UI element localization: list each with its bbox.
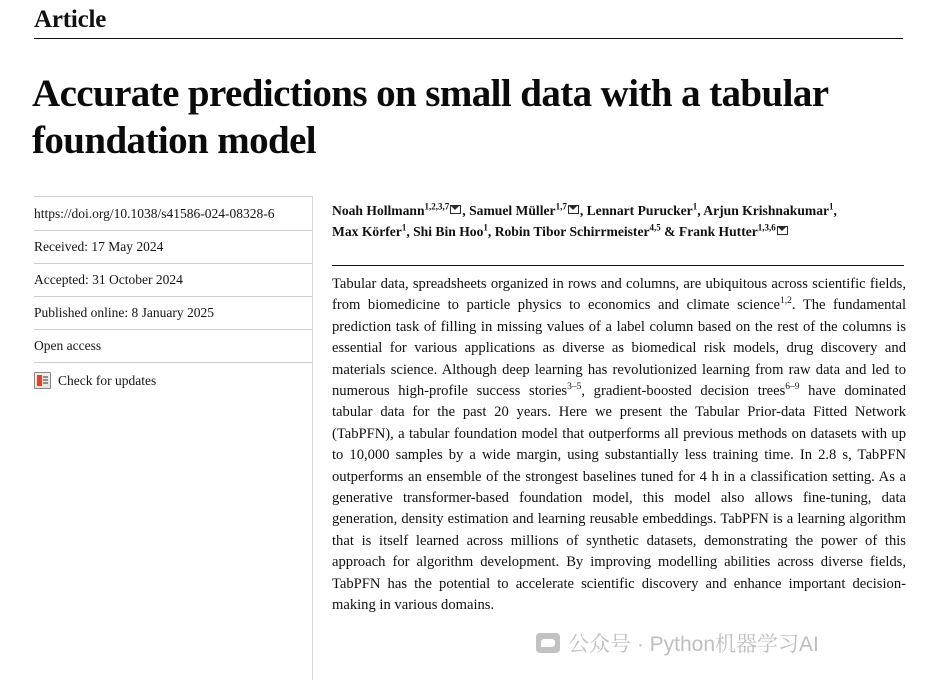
crossmark-icon (34, 372, 51, 389)
abstract-text (332, 274, 906, 617)
author-affiliation-marker: 1 (829, 201, 834, 212)
author-name: & Frank Hutter (660, 224, 758, 239)
email-icon[interactable] (777, 226, 788, 235)
author-name: , Lennart Purucker (579, 203, 693, 218)
author-name: , Arjun Krishnakumar (697, 203, 830, 218)
author-affiliation-marker: 1 (401, 222, 407, 233)
metadata-column (34, 196, 312, 389)
doi-link[interactable]: https://doi.org/10.1038/s41586-024-08328-6 (34, 206, 275, 221)
watermark (536, 628, 819, 658)
author-name: , Samuel Müller (462, 203, 556, 218)
author-affiliation-marker: 1 (483, 222, 488, 233)
header-divider (34, 38, 903, 39)
email-icon[interactable] (568, 205, 579, 214)
author-separator: , (833, 203, 837, 218)
author-name: Noah Hollmann (332, 203, 425, 218)
watermark-text: 公众号 · Python机器学习AI (568, 633, 819, 656)
author-affiliation-marker: 4,5 (649, 222, 661, 233)
author-name: Max Körfer (332, 224, 402, 239)
received-date: Received: 17 May 2024 (34, 239, 164, 254)
abstract-segment: have dominated tabular data for the past 20 years. Here we present the Tabular Prior-data Fitted Network (TabPFN), a tabular foundation model that outperforms all previous methods on datasets with up to 10,000 samples by a wide margin, using substantially less training time. In 2.8 s, TabPFN outperforms an ensemble of the strongest baselines tuned for 4 h in a classification setting. As a generative transformer-based foundation model, this model also allows fine-tuning, data generation, density estimation and learning reusable embeddings. TabPFN is a learning algorithm that is itself learned across millions of synthetic datasets, demonstrating the power of this approach for algorithm development. By improving modelling abilities across diverse fields, TabPFN has the potential to accelerate scientific discovery and enhance important decision-making in various domains. (332, 383, 906, 614)
author-name: , Robin Tibor Schirrmeister (487, 224, 650, 239)
author-name: , Shi Bin Hoo (406, 224, 484, 239)
open-access-label: Open access (34, 338, 102, 353)
abstract-segment: Tabular data, spreadsheets organized in rows and columns, are ubiquitous across scientific fields, from biomedicine to particle physics to economics and climate science (332, 276, 906, 314)
accepted-date: Accepted: 31 October 2024 (34, 272, 183, 287)
abstract-segment: , gradient-boosted decision trees (581, 383, 786, 400)
wechat-logo-icon (536, 633, 560, 653)
authors-block (332, 200, 904, 242)
article-kind-label: Article (34, 6, 107, 33)
author-affiliation-marker: 1,2,3,7 (424, 201, 450, 212)
abstract-segment: . The fundamental prediction task of filling in missing values of a label column based on the rest of the columns is essential for various applications as diverse as biomedical risk models, drug discovery and materials science. Although deep learning has revolutionized learning from raw data and led to numerous high-profile success stories (332, 297, 906, 400)
email-icon[interactable] (450, 205, 461, 214)
author-affiliation-marker: 1 (692, 201, 698, 212)
published-date: Published online: 8 January 2025 (34, 305, 214, 320)
page-title: Accurate predictions on small data with a tabular foundation model (32, 72, 828, 163)
citation-reference[interactable]: 1,2 (780, 296, 792, 307)
check-for-updates-label: Check for updates (58, 372, 157, 388)
column-divider (312, 196, 313, 680)
abstract-divider (332, 265, 904, 266)
author-affiliation-marker: 1,7 (555, 201, 567, 212)
citation-reference[interactable]: 3–5 (567, 382, 582, 393)
citation-reference[interactable]: 6–9 (785, 382, 800, 393)
check-for-updates-button[interactable] (34, 363, 312, 389)
author-list (332, 200, 904, 242)
author-affiliation-marker: 1,3,6 (757, 222, 776, 233)
